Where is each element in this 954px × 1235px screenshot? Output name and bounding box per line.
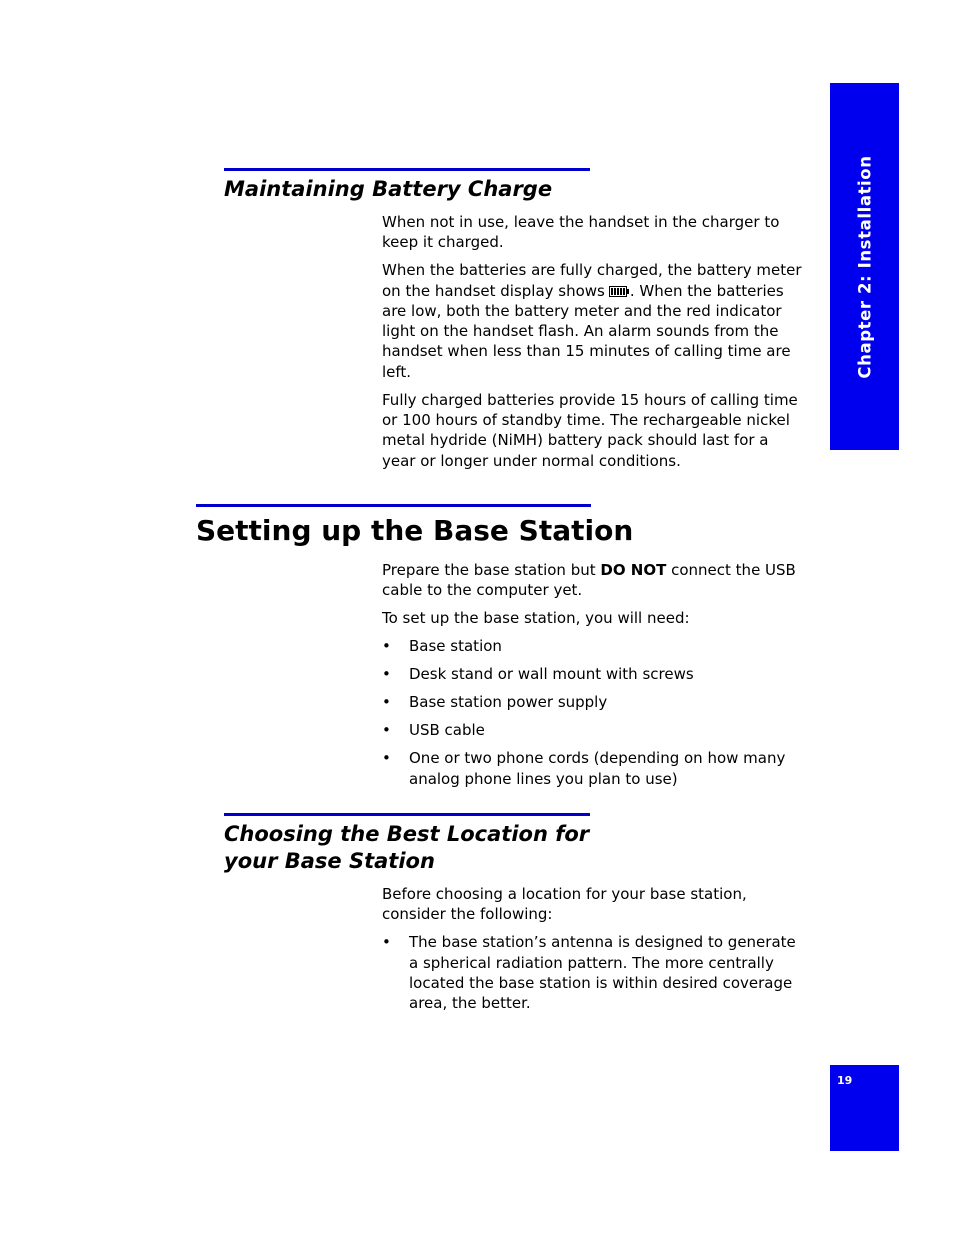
list-item: • The base station’s antenna is designed to generate a spherical radiation pattern. The more centrally located the base station is within desired coverage area, the better. bbox=[382, 932, 802, 1013]
section-heading-base-station: Setting up the Base Station bbox=[196, 514, 634, 547]
heading-line: Choosing the Best Location for bbox=[224, 822, 590, 846]
list-item: • Base station power supply bbox=[382, 692, 802, 712]
section-heading-container bbox=[224, 821, 589, 875]
page-number-box bbox=[830, 1065, 899, 1151]
list-item: • Base station bbox=[382, 636, 802, 656]
page-number: 19 bbox=[837, 1074, 853, 1087]
chapter-tab bbox=[830, 83, 899, 450]
emphasis-text: DO NOT bbox=[600, 561, 667, 579]
list-item: • Desk stand or wall mount with screws bbox=[382, 664, 802, 684]
section-body-battery bbox=[382, 212, 802, 479]
paragraph: Fully charged batteries provide 15 hours of calling time or 100 hours of standby time. The rechargeable nickel metal hydride (NiMH) battery pack should last for a year or longer under normal conditions. bbox=[382, 390, 798, 470]
paragraph bbox=[382, 260, 802, 382]
section-heading-container bbox=[224, 176, 552, 203]
paragraph-text: . When the batteries are low, both the battery meter and the red indicator light on the handset flash. An alarm sounds from the handset when less than 15 minutes of calling time are left. bbox=[382, 281, 791, 381]
section-body-location bbox=[382, 884, 802, 1021]
chapter-label: Chapter 2: Installation bbox=[855, 154, 874, 379]
heading-line: your Base Station bbox=[224, 849, 435, 873]
list-item: • USB cable bbox=[382, 720, 802, 740]
list-item: • One or two phone cords (depending on how many analog phone lines you plan to use) bbox=[382, 748, 802, 789]
section-heading-maintaining-battery: Maintaining Battery Charge bbox=[224, 177, 553, 201]
paragraph: To set up the base station, you will need: bbox=[382, 609, 690, 628]
paragraph-text: When the batteries are fully charged, the battery meter on the handset display shows bbox=[382, 261, 802, 300]
main-heading-container bbox=[196, 514, 633, 548]
paragraph bbox=[382, 560, 802, 601]
section-rule bbox=[224, 813, 590, 816]
paragraph: Before choosing a location for your base station, consider the following: bbox=[382, 885, 747, 924]
section-body-base-station bbox=[382, 560, 802, 796]
section-rule bbox=[196, 504, 591, 507]
section-rule bbox=[224, 168, 590, 171]
paragraph-text: Prepare the base station but bbox=[382, 561, 601, 579]
considerations-list bbox=[382, 932, 802, 1013]
battery-full-icon bbox=[609, 286, 629, 297]
needs-list bbox=[382, 636, 802, 789]
paragraph: When not in use, leave the handset in the charger to keep it charged. bbox=[382, 213, 780, 252]
section-heading-location bbox=[224, 821, 589, 875]
paragraph-text: connect the USB cable to the computer yet. bbox=[382, 561, 796, 600]
